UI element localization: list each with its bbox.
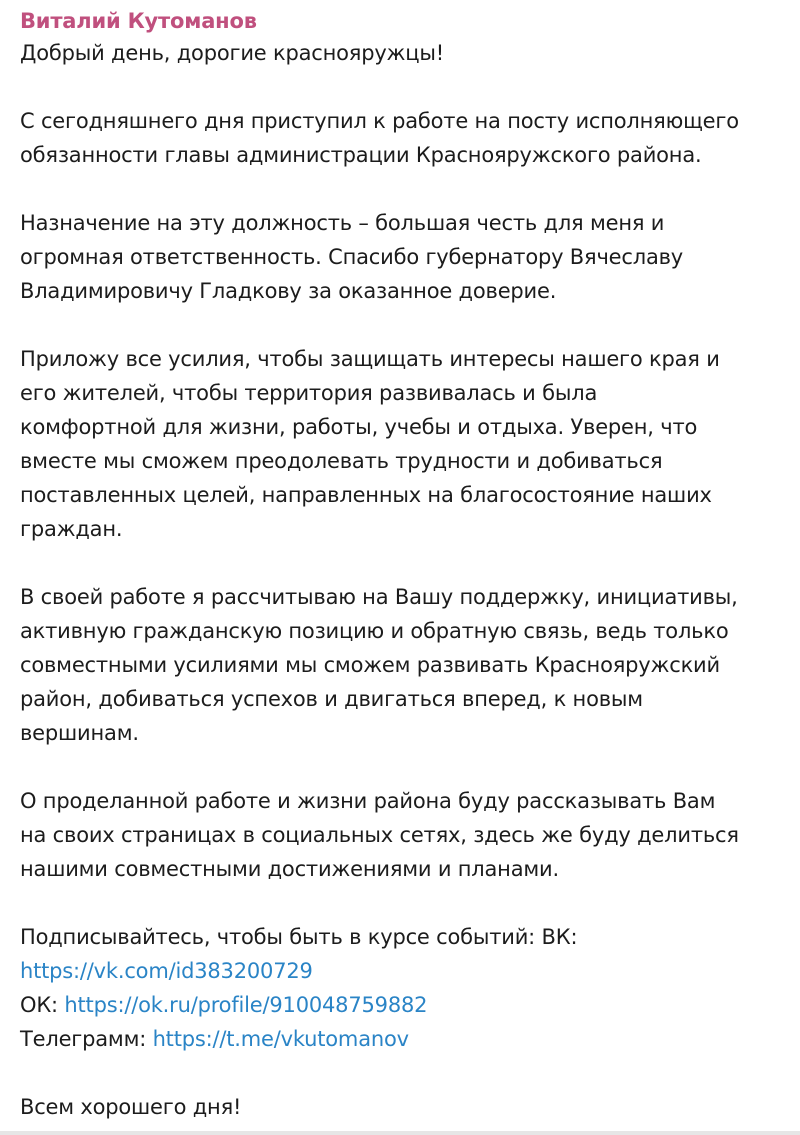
sender-name[interactable]: Виталий Кутоманов xyxy=(20,9,257,33)
paragraph-line: поставленных целей, направленных на благосостояние наших xyxy=(20,483,712,507)
ok-link[interactable]: https://ok.ru/profile/910048759882 xyxy=(64,993,428,1017)
paragraph-gap xyxy=(20,70,800,104)
paragraph-line: активную гражданскую позицию и обратную связь, ведь только xyxy=(20,619,729,643)
paragraph-line: Назначение на эту должность – большая честь для меня и xyxy=(20,211,665,235)
paragraph-line: Владимировичу Гладкову за оказанное доверие. xyxy=(20,279,557,303)
paragraph-gap xyxy=(20,886,800,920)
telegram-link-line xyxy=(20,1022,800,1056)
paragraph-line: его жителей, чтобы территория развивалась и была xyxy=(20,381,598,405)
paragraph-line: на своих страницах в социальных сетях, здесь же буду делиться xyxy=(20,823,739,847)
vk-link-line xyxy=(20,954,800,988)
vk-link[interactable]: https://vk.com/id383200729 xyxy=(20,959,313,983)
bottom-divider xyxy=(0,1131,800,1135)
paragraph-line: комфортной для жизни, работы, учебы и отдыха. Уверен, что xyxy=(20,415,698,439)
ok-link-line xyxy=(20,988,800,1022)
paragraph-gap xyxy=(20,172,800,206)
paragraph-line: обязанности главы администрации Краснояружского района. xyxy=(20,143,702,167)
paragraph-line: совместными усилиями мы сможем развивать Краснояружский xyxy=(20,653,720,677)
subscribe-block xyxy=(20,920,800,1056)
paragraph-line: граждан. xyxy=(20,517,123,541)
paragraph-line: вместе мы сможем преодолевать трудности и добиваться xyxy=(20,449,663,473)
paragraph-3 xyxy=(20,342,800,546)
paragraph-line: огромная ответственность. Спасибо губернатору Вячеславу xyxy=(20,245,684,269)
ok-label: ОК: xyxy=(20,993,65,1017)
paragraph-gap xyxy=(20,546,800,580)
telegram-label: Телеграмм: xyxy=(20,1027,153,1051)
paragraph-line: В своей работе я рассчитываю на Вашу поддержку, инициативы, xyxy=(20,585,738,609)
paragraph-line: С сегодняшнего дня приступил к работе на посту исполняющего xyxy=(20,109,739,133)
paragraph-5 xyxy=(20,784,800,886)
telegram-link[interactable]: https://t.me/vkutomanov xyxy=(152,1027,409,1051)
paragraph-line: нашими совместными достижениями и планами. xyxy=(20,857,559,881)
paragraph-1 xyxy=(20,104,800,172)
paragraph-gap xyxy=(20,1056,800,1090)
greeting-text: Добрый день, дорогие краснояружцы! xyxy=(20,41,444,65)
paragraph-line: район, добиваться успехов и двигаться вперед, к новым xyxy=(20,687,643,711)
paragraph-line: вершинам. xyxy=(20,721,139,745)
paragraph-line: О проделанной работе и жизни района буду рассказывать Вам xyxy=(20,789,716,813)
paragraph-2 xyxy=(20,206,800,308)
paragraph-4 xyxy=(20,580,800,750)
paragraph-gap xyxy=(20,750,800,784)
subscribe-intro: Подписывайтесь, чтобы быть в курсе событий: ВК: xyxy=(20,925,578,949)
paragraph-line: Приложу все усилия, чтобы защищать интересы нашего края и xyxy=(20,347,720,371)
closing-text: Всем хорошего дня! xyxy=(20,1095,242,1119)
paragraph-gap xyxy=(20,308,800,342)
